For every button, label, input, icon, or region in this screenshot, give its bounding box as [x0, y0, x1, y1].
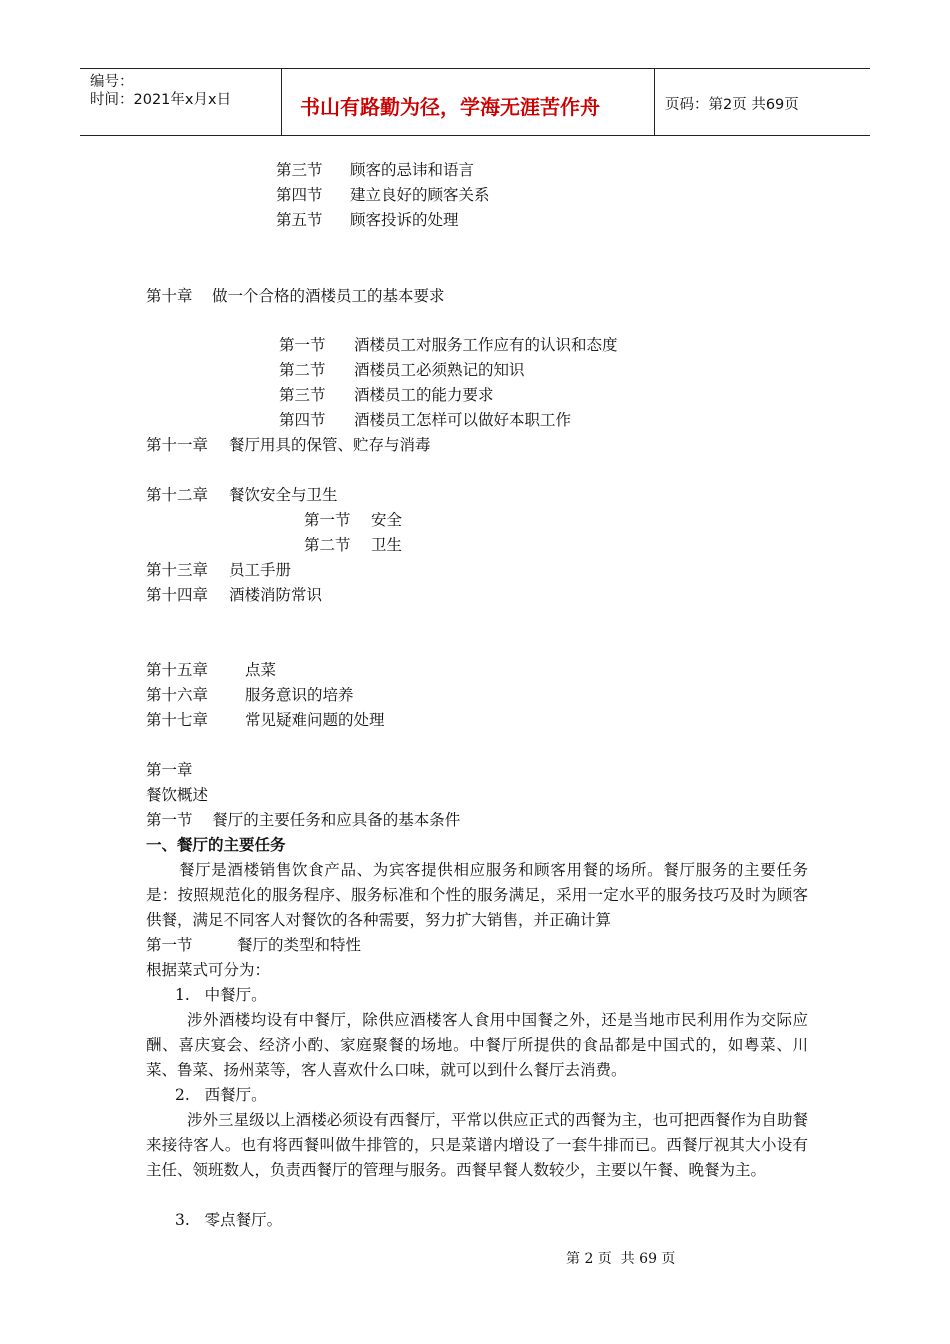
toc-section-num: 第五节	[276, 211, 323, 229]
toc-section-num: 第四节	[279, 411, 326, 429]
toc-chapter-num: 第十四章	[146, 586, 209, 604]
toc-chapter-title: 餐饮安全与卫生	[229, 486, 338, 504]
toc-section-title: 顾客的忌讳和语言	[350, 161, 475, 179]
header-top-rule	[80, 68, 870, 69]
toc-section-num: 第二节	[279, 361, 326, 379]
toc-chapter-title: 点菜	[245, 661, 277, 679]
header-motto: 书山有路勤为径，学海无涯苦作舟	[300, 95, 600, 119]
toc-chapter-title: 餐厅用具的保管、贮存与消毒	[229, 436, 431, 454]
toc-section-title: 酒楼员工的能力要求	[354, 386, 494, 404]
toc-section-title: 建立良好的顾客关系	[350, 186, 490, 204]
toc-chapter-title: 酒楼消防常识	[229, 586, 323, 604]
toc-section-num: 第一节	[279, 336, 326, 354]
header-divider-left	[281, 68, 282, 136]
page-footer: 第 2 页 共 69 页	[566, 1251, 676, 1267]
toc-section-num: 第二节	[304, 536, 351, 554]
toc-section-title: 顾客投诉的处理	[350, 211, 459, 229]
toc-section-title: 酒楼员工怎样可以做好本职工作	[354, 411, 572, 429]
toc-chapter-num: 第十三章	[146, 561, 209, 579]
toc-chapter-num: 第十一章	[146, 436, 209, 454]
header-divider-right	[654, 68, 655, 136]
paragraph-tasks: 餐厅是酒楼销售饮食产品、为宾客提供相应服务和顾客用餐的场所。餐厅服务的主要任务是：按照规范化的服务程序、服务标准和个性的服务满足，采用一定水平的服务技巧及时为顾客供餐，满足不同客人对餐饮的各种需要，努力扩大销售，并正确计算	[146, 861, 808, 929]
toc-section-title: 酒楼员工必须熟记的知识	[354, 361, 525, 379]
doc-number-label: 编号：	[90, 74, 134, 90]
section-heading: 第一节 餐厅的主要任务和应具备的基本条件	[146, 811, 461, 829]
toc-chapter-num: 第十章	[146, 287, 193, 305]
toc-chapter-num: 第十五章	[146, 661, 209, 679]
header-bottom-rule	[80, 135, 870, 136]
toc-section-num: 第三节	[276, 161, 323, 179]
paragraph-item2: 涉外三星级以上酒楼必须设有西餐厅，平常以供应正式的西餐为主，也可把西餐作为自助餐来接待客人。也有将西餐叫做牛排管的，只是菜谱内增设了一套牛排而已。西餐厅视其大小设有主任、领班数人，负责西餐厅的管理与服务。西餐早餐人数较少，主要以午餐、晚餐为主。	[146, 1111, 808, 1179]
toc-chapter-title: 常见疑难问题的处理	[245, 711, 385, 729]
header-page-code: 页码：第2页 共69页	[665, 97, 799, 113]
section-title: 餐厅的类型和特性	[237, 936, 362, 954]
section-num: 第一节	[146, 936, 193, 954]
toc-chapter-num: 第十二章	[146, 486, 209, 504]
paragraph-item1: 涉外酒楼均设有中餐厅，除供应酒楼客人食用中国餐之外，还是当地市民利用作为交际应酬、喜庆宴会、经济小酌、家庭聚餐的场地。中餐厅所提供的食品都是中国式的，如粤菜、川菜、鲁菜、扬州菜等，客人喜欢什么口味，就可以到什么餐厅去消费。	[146, 1011, 808, 1079]
list-item: 2. 西餐厅。	[175, 1086, 267, 1104]
toc-section-title: 安全	[371, 511, 403, 529]
toc-section-title: 酒楼员工对服务工作应有的认识和态度	[354, 336, 618, 354]
toc-section-num: 第一节	[304, 511, 351, 529]
doc-date-label: 时间：2021年x月x日	[90, 92, 232, 108]
list-item: 1. 中餐厅。	[175, 986, 267, 1004]
toc-chapter-title: 做一个合格的酒楼员工的基本要求	[212, 287, 445, 305]
toc-chapter-num: 第十六章	[146, 686, 209, 704]
chapter-title: 餐饮概述	[146, 786, 209, 804]
subsection-heading: 一、餐厅的主要任务	[146, 836, 286, 854]
toc-chapter-num: 第十七章	[146, 711, 209, 729]
list-item: 3. 零点餐厅。	[175, 1211, 283, 1229]
toc-chapter-title: 服务意识的培养	[245, 686, 354, 704]
list-intro: 根据菜式可分为：	[146, 961, 271, 979]
toc-section-title: 卫生	[371, 536, 403, 554]
toc-chapter-title: 员工手册	[229, 561, 292, 579]
toc-section-num: 第四节	[276, 186, 323, 204]
toc-section-num: 第三节	[279, 386, 326, 404]
chapter-heading: 第一章	[146, 761, 193, 779]
